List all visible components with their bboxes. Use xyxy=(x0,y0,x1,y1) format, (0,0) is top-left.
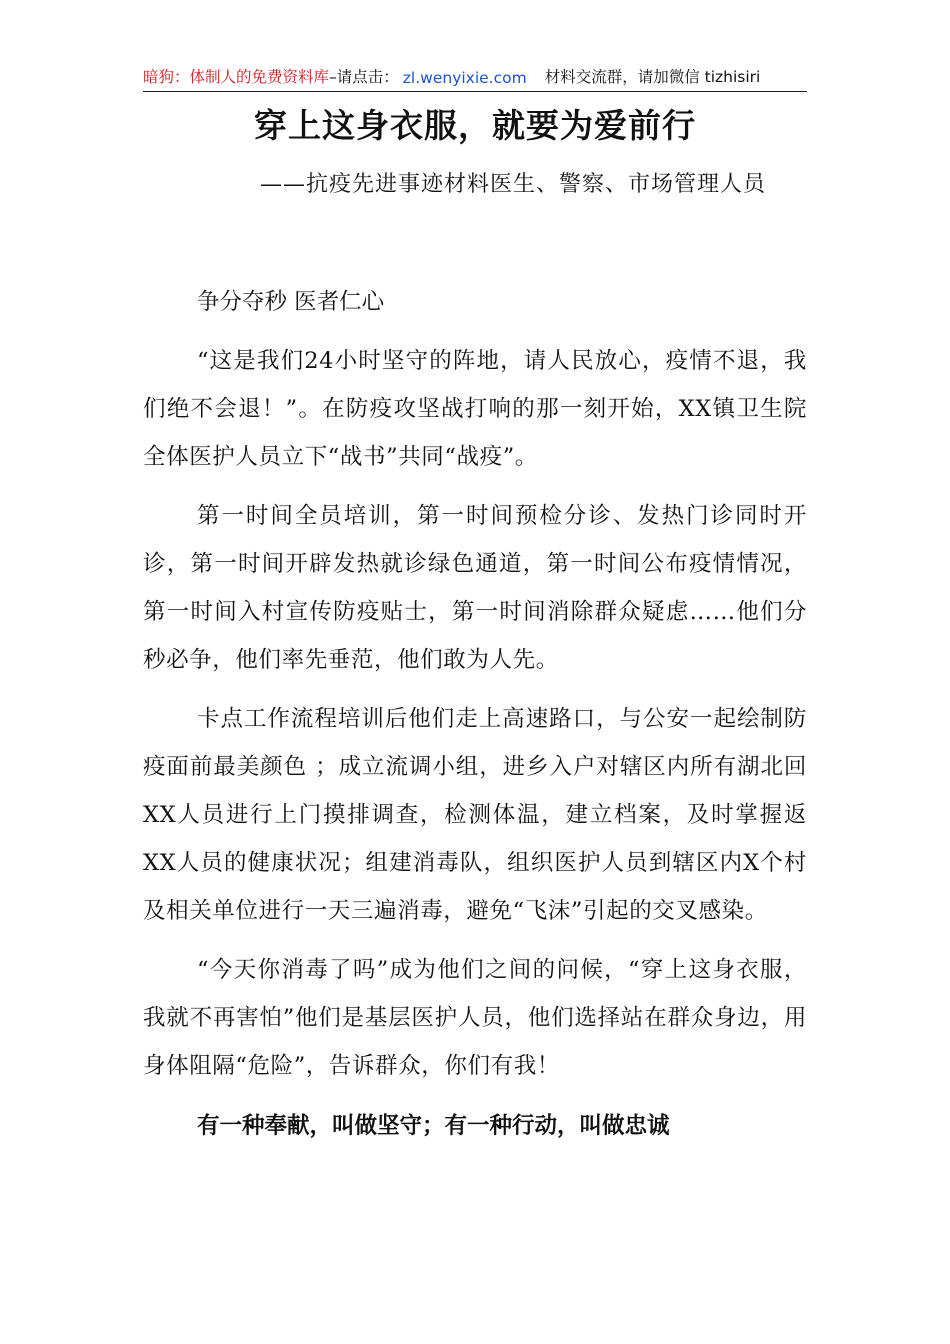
document-title: 穿上这身衣服，就要为爱前行 xyxy=(254,106,696,145)
page-header xyxy=(143,66,807,92)
header-link[interactable]: zl.wenyixie.com xyxy=(402,69,527,87)
paragraph-4: “今天你消毒了吗”成为他们之间的问候，“穿上这身衣服，我就不再害怕”他们是基层医护人员，他们选择站在群众身边，用身体阻隔“危险”，告诉群众，你们有我！ xyxy=(143,957,807,1079)
section-heading-2: 有一种奉献，叫做坚守；有一种行动，叫做忠诚 xyxy=(197,1113,670,1139)
document-body xyxy=(143,278,807,1161)
paragraph-3: 卡点工作流程培训后他们走上高速路口，与公安一起绘制防疫面前最美颜色 ；成立流调小组，进乡入户对辖区内所有湖北回XX人员进行上门摸排调查，检测体温，建立档案，及时掌握返XX人员的健康状况；组建消毒队，组织医护人员到辖区内X个村及相关单位进行一天三遍消毒，避免“飞沫”引起的交叉感染。 xyxy=(143,706,807,924)
paragraph-2: 第一时间全员培训，第一时间预检分诊、发热门诊同时开诊，第一时间开辟发热就诊绿色通道，第一时间公布疫情情况，第一时间入村宣传防疫贴士，第一时间消除群众疑虑……他们分秒必争，他们率先垂范，他们敢为人先。 xyxy=(143,503,807,673)
section-heading-1: 争分夺秒 医者仁心 xyxy=(197,289,385,315)
header-click-prompt: –请点击： xyxy=(329,68,399,86)
document-subtitle: ——抗疫先进事迹材料医生、警察、市场管理人员 xyxy=(259,172,766,197)
paragraph-1: “这是我们24小时坚守的阵地，请人民放心，疫情不退，我们绝不会退！”。在防疫攻坚战打响的那一刻开始，XX镇卫生院全体医护人员立下“战书”共同“战疫”。 xyxy=(143,348,807,470)
header-site-name: 暗狗：体制人的免费资料库 xyxy=(143,68,330,86)
header-wechat-note: 材料交流群，请加微信 tizhisiri xyxy=(544,68,761,86)
